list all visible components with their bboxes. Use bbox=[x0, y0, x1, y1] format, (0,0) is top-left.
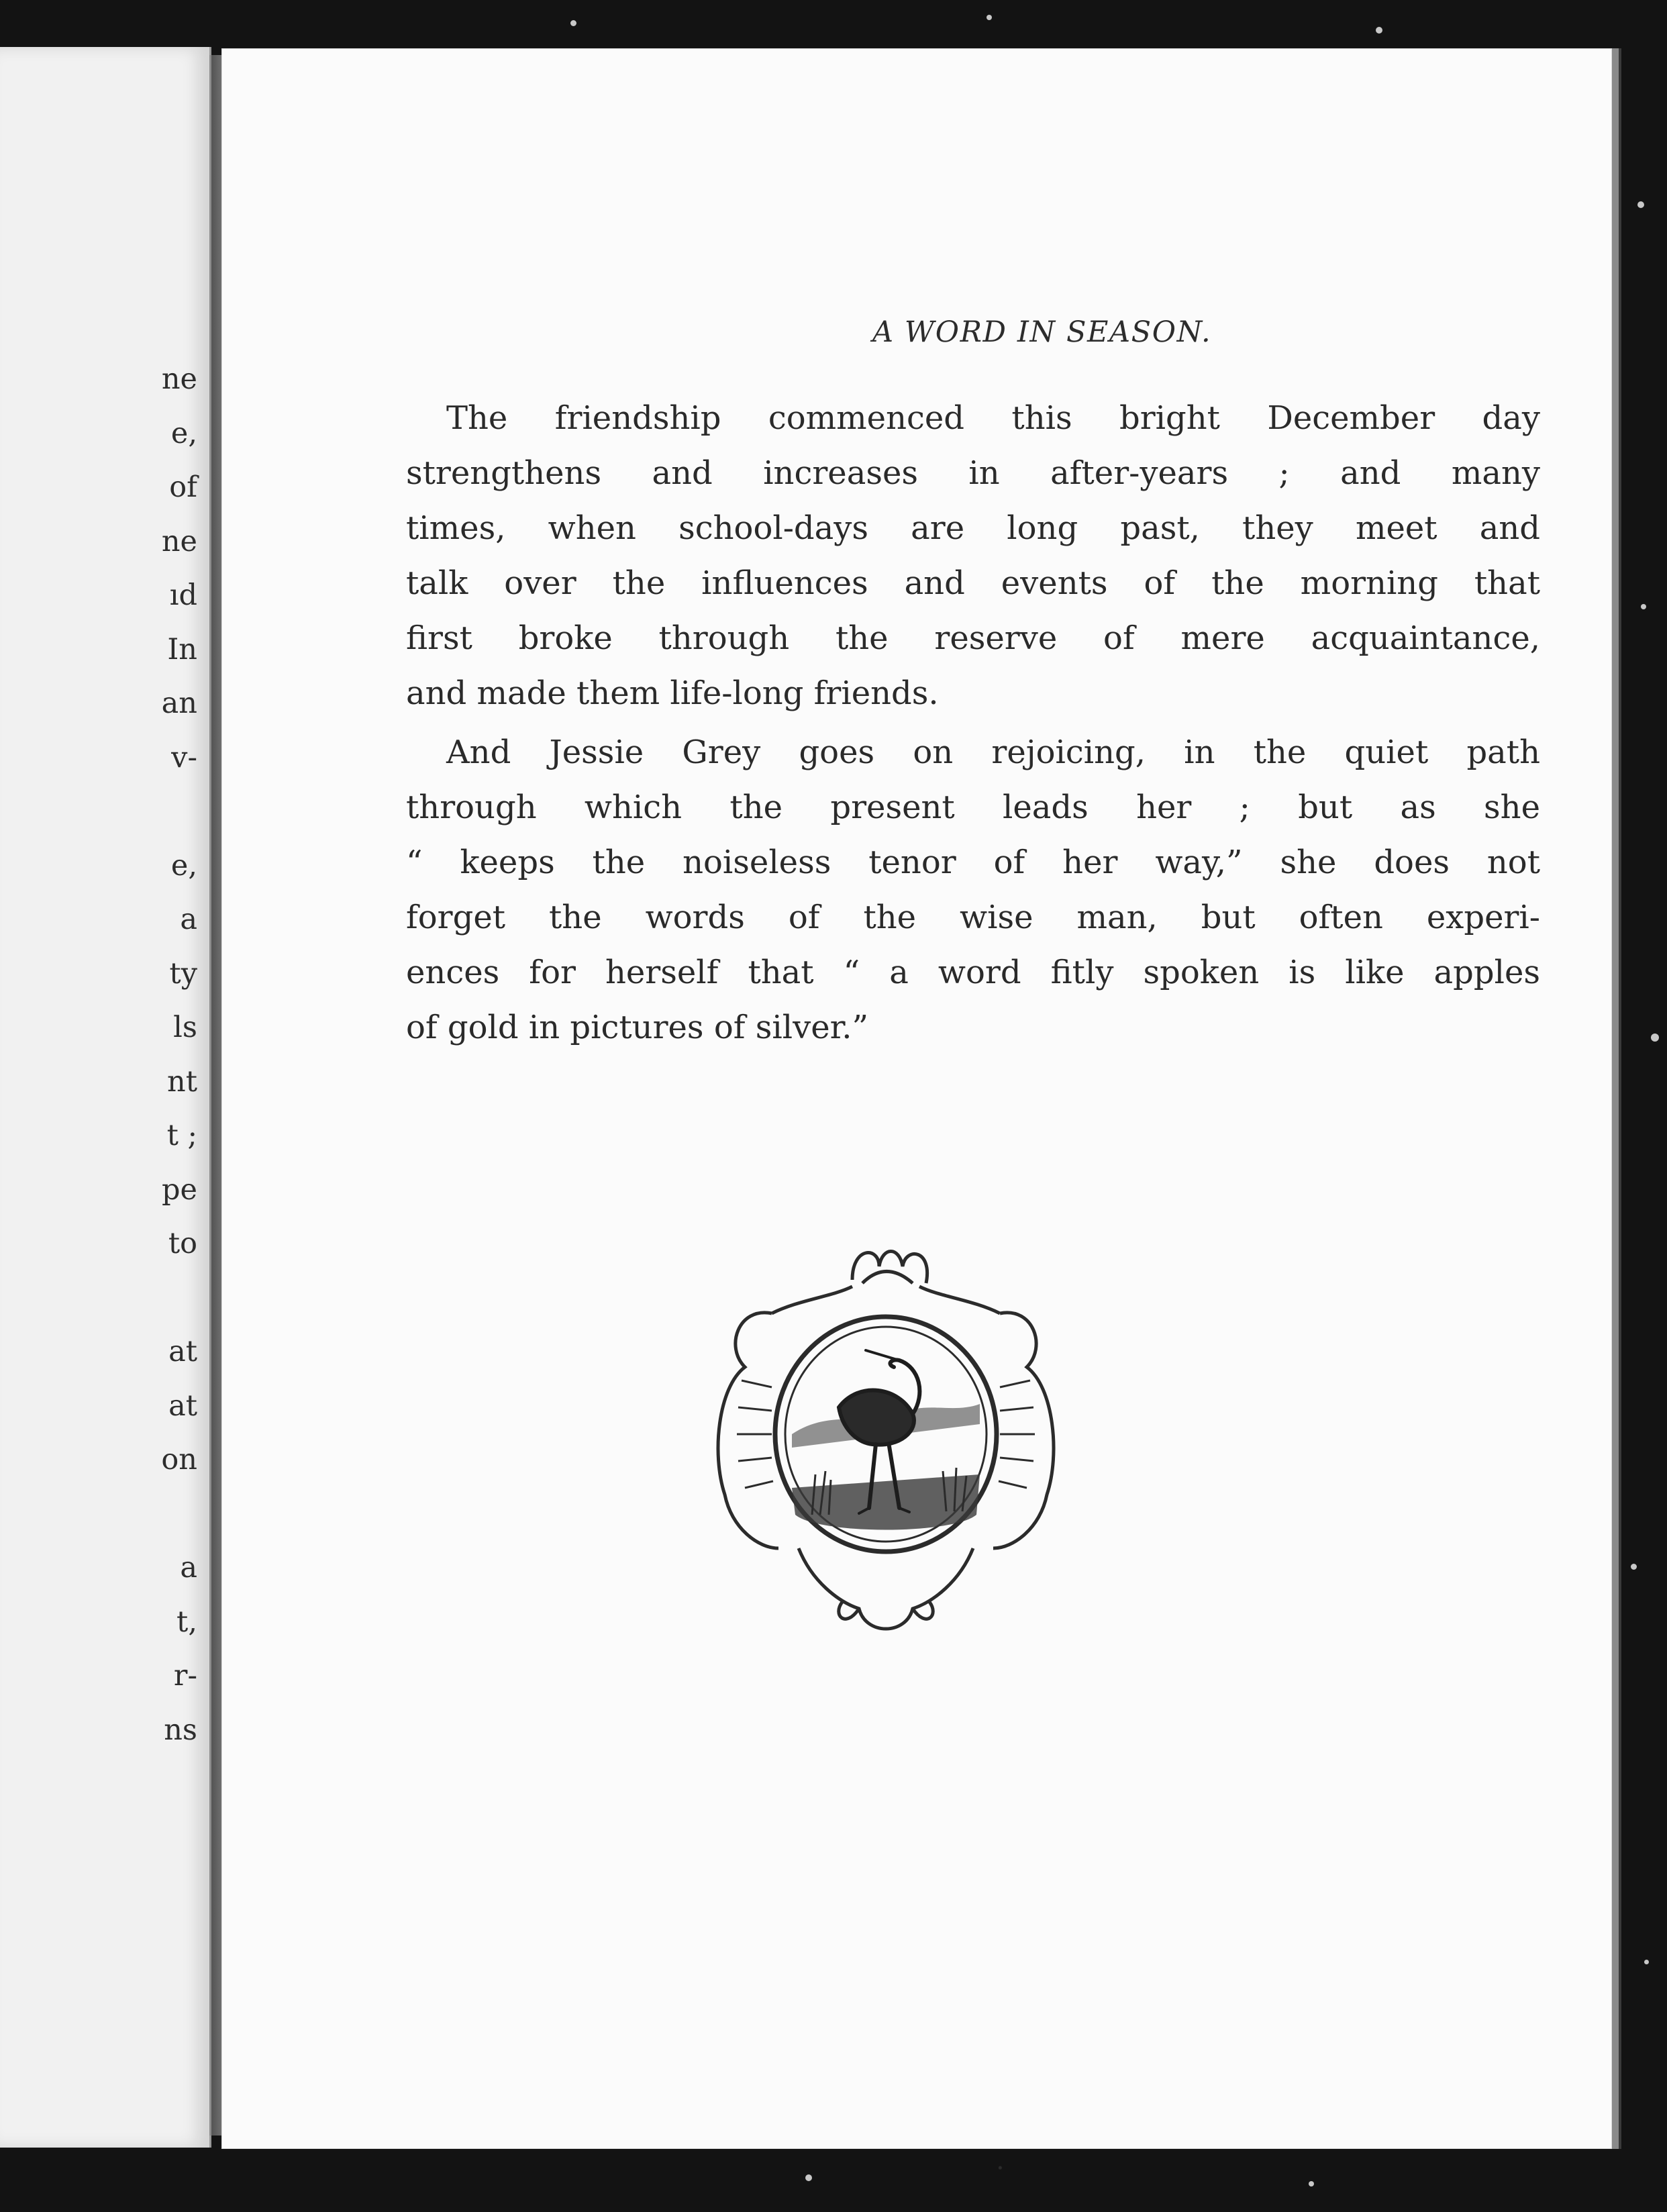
text-line: of gold in pictures of silver.” bbox=[406, 1009, 869, 1046]
left-fragment: ty bbox=[169, 956, 197, 991]
left-fragment: on bbox=[161, 1443, 197, 1476]
text-line: The friendship commenced this bright December day bbox=[446, 399, 1540, 437]
left-fragment: t, bbox=[176, 1605, 197, 1639]
left-fragment: r- bbox=[173, 1659, 197, 1693]
dust-speck bbox=[1644, 1960, 1649, 1964]
text-line: first broke through the reserve of mere acquaintance, bbox=[406, 619, 1540, 657]
dust-speck bbox=[1637, 201, 1644, 208]
text-line: talk over the influences and events of the morning that bbox=[406, 564, 1540, 602]
dust-speck bbox=[1376, 27, 1382, 34]
dust-speck bbox=[805, 2174, 812, 2181]
text-line: times, when school-days are long past, they meet and bbox=[406, 509, 1540, 547]
left-fragment: pe bbox=[162, 1172, 197, 1207]
text-line: ences for herself that “ a word fitly spoken is like apples bbox=[406, 954, 1540, 991]
left-fragment: to bbox=[168, 1227, 197, 1260]
left-fragment: of bbox=[169, 470, 197, 504]
running-head: A WORD IN SEASON. bbox=[872, 315, 1212, 349]
right-page bbox=[221, 48, 1612, 2149]
text-line: “ keeps the noiseless tenor of her way,” she does not bbox=[406, 844, 1540, 881]
left-fragment: e, bbox=[170, 416, 197, 450]
dust-speck bbox=[1641, 604, 1646, 609]
left-fragment: v- bbox=[171, 740, 197, 774]
left-fragment: a bbox=[180, 1551, 197, 1585]
heron-vignette-icon bbox=[698, 1233, 1074, 1649]
paragraph-1 bbox=[406, 391, 1540, 721]
dust-speck bbox=[987, 15, 992, 20]
left-fragment: ls bbox=[173, 1011, 197, 1044]
text-line: And Jessie Grey goes on rejoicing, in the quiet path bbox=[446, 734, 1540, 771]
left-fragment: a bbox=[180, 903, 197, 936]
left-fragment: ns bbox=[164, 1713, 197, 1747]
left-fragment: at bbox=[168, 1389, 197, 1423]
left-fragment: ne bbox=[161, 362, 197, 396]
left-fragment bbox=[117, 1271, 197, 1325]
left-fragment: e, bbox=[170, 848, 197, 883]
left-facing-page bbox=[0, 47, 211, 2148]
left-fragment bbox=[117, 785, 197, 839]
left-fragment: at bbox=[168, 1335, 197, 1368]
left-fragment: nt bbox=[167, 1064, 197, 1099]
left-fragment: t ; bbox=[166, 1119, 197, 1152]
paragraph-2 bbox=[406, 725, 1540, 1055]
left-fragment: In bbox=[167, 632, 197, 666]
text-line: forget the words of the wise man, but often experi- bbox=[406, 899, 1540, 936]
dust-speck bbox=[570, 20, 576, 26]
left-fragment bbox=[117, 1487, 197, 1542]
text-line: and made them life-long friends. bbox=[406, 674, 939, 712]
left-fragment: an bbox=[161, 687, 197, 720]
text-line: through which the present leads her ; but as she bbox=[406, 789, 1540, 826]
left-fragment: ne bbox=[161, 524, 197, 558]
left-fragment: ıd bbox=[169, 579, 197, 612]
dust-speck bbox=[1631, 1564, 1637, 1570]
text-line: strengthens and increases in after-years ; and many bbox=[406, 454, 1540, 492]
body-text bbox=[406, 391, 1540, 1059]
dust-speck bbox=[1309, 2181, 1314, 2186]
dust-speck bbox=[1651, 1034, 1659, 1042]
left-page-text-fragments bbox=[117, 352, 197, 1757]
